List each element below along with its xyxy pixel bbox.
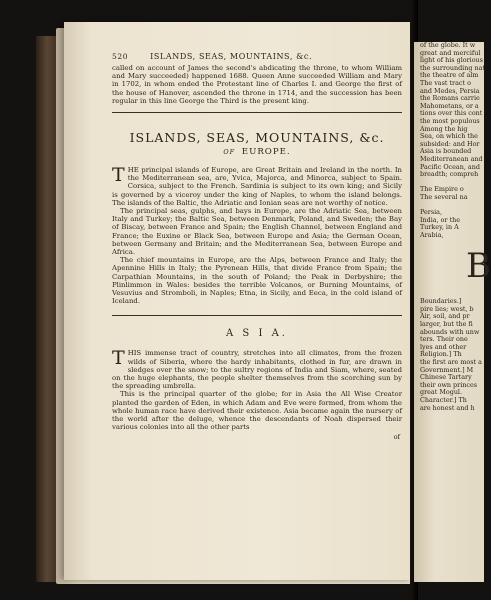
right-page-line: abounds with unw bbox=[420, 327, 480, 336]
europe-dropcap: T bbox=[112, 164, 125, 187]
right-page-line: the Romans carrie bbox=[420, 94, 480, 103]
europe-paragraph-1-text: HE principal islands of Europe, are Great Britain and Ireland in the north. In the Mediterranean sea, are, Yvica, Majorca, and Minorca, subject to Spain. Corsica, subject to the French. Sardinia is subject to its own king; and Sicily is governed by a viceroy under the king of Naples, to whom the island belongs. The islands of the Baltic, the Adriatic and Ionian seas are not worthy of notice. bbox=[112, 166, 402, 207]
intro-paragraph: called on account of James the second's abdicating the throne, to whom William and Mary succeeded) happened 1688. Queen Anne succeeded William and Mary in 1702, in whom ended the Protestant line of Charles I. and George the first of the house of Hanover, ascended the throne in 1714, and the succession has been regular in this line George the Third is the present king. bbox=[112, 64, 402, 105]
right-page-line: Asia is bounded bbox=[420, 147, 472, 156]
right-page-line: India, or the bbox=[420, 215, 461, 224]
europe-section-subtitle bbox=[112, 147, 402, 157]
right-page-line: great and merciful bbox=[420, 48, 481, 57]
right-page-line: The vast tract o bbox=[420, 78, 471, 87]
asia-dropcap: T bbox=[112, 347, 125, 370]
right-page-dropcap: B bbox=[466, 246, 491, 287]
right-page-line: the surrounding nat bbox=[420, 63, 485, 72]
right-page-line: Arabia, bbox=[420, 230, 444, 239]
europe-islands-paragraph bbox=[112, 166, 402, 207]
running-header bbox=[112, 52, 402, 61]
right-page-line: of the globe. It w bbox=[420, 41, 476, 49]
right-page-fragment bbox=[414, 41, 491, 582]
right-page-line: Mediterranean and bbox=[420, 154, 483, 163]
asia-paragraph-2: This is the principal quarter of the globe; for in Asia the All Wise Creator planted the garden of Eden, in which Adam and Eve were formed, from whom the whole human race have derived their existence. Asia became again the nursery of the world after the deluge, whence the descendants of Noah dispersed their various colonies into all the other parts bbox=[112, 390, 402, 432]
right-page-line: their own princes bbox=[420, 380, 478, 389]
running-head: ISLANDS, SEAS, MOUNTAINS, &c. bbox=[150, 52, 313, 61]
right-page-line: pire lies; west, b bbox=[420, 304, 474, 313]
europe-seas-paragraph: The principal seas, gulphs, and bays in Europe, are the Adriatic Sea, between Italy and Turkey; the Baltic Sea, between Denmark, Poland, and Sweden; the Bay of Biscay, between France and Spain; the English Channel, between England and France; the Euxine or Black Sea, between Europe and Asia; the German Ocean, between Germany and Britain; and the Mediterranean Sea, between Europe and Africa. bbox=[112, 207, 402, 257]
europe-mountains-paragraph: The chief mountains in Europe, are the Alps, between France and Italy; the Apennine Hills in Italy; the Pyrenean Hills, that divide France from Spain; the Carpathian Mountains, in the south of Poland; the Peak in Derbyshire; the Plinlimmon in Wales: besides the terrible Volcanos, or Burning Mountains, of Vesuvius and Stromboli, in Naples; Etna, in Sicily, and Eeca, in the cold island of Iceland. bbox=[112, 256, 402, 306]
asia-section-heading: A S I A. bbox=[226, 328, 288, 340]
right-page-line: Boundaries.] bbox=[420, 297, 462, 306]
right-page-line: lyes and other bbox=[420, 342, 467, 351]
right-page-line: Mahometans, or a bbox=[420, 101, 479, 110]
right-page-line: Government.] M bbox=[420, 365, 474, 374]
right-page-line: and Medes, Persia bbox=[420, 86, 480, 95]
right-page-line: Religion.] Th bbox=[420, 350, 462, 359]
section-divider-2 bbox=[112, 315, 402, 316]
right-page-line: larger, but the fi bbox=[420, 320, 473, 328]
right-page-line: tions over this cont bbox=[420, 109, 483, 118]
right-page-line: subsided: and Hor bbox=[420, 139, 480, 148]
catchword: of bbox=[393, 432, 400, 441]
europe-word: EUROPE. bbox=[241, 147, 291, 158]
asia-paragraph-1-text: HIS immense tract of country, stretches into all climates, from the frozen wilds of Siberia, where the hardy inhabitants, clothed in fur, are drawn in sledges over the snow; to the sultry regions of India and Siam, where, seated on the huge elephants, the people shelter themselves from the scorching sun by the spreading umbrella. bbox=[112, 349, 402, 391]
right-page-line: the most populous bbox=[420, 116, 480, 125]
right-page-line: Character.] Th bbox=[420, 395, 467, 404]
right-page-line: the theatre of alm bbox=[420, 71, 479, 80]
right-page-line: Turkey, in A bbox=[420, 223, 459, 232]
right-page-line: The Empire o bbox=[420, 185, 464, 194]
page-number: 520 bbox=[112, 52, 129, 61]
right-page-line: Persia, bbox=[420, 208, 443, 217]
right-page-line: Sea, on which the bbox=[420, 132, 478, 141]
section-divider bbox=[112, 112, 402, 113]
right-page-text bbox=[414, 41, 491, 412]
asia-paragraph-1 bbox=[112, 349, 402, 390]
right-page-line: Pacific Ocean, and bbox=[420, 162, 480, 171]
europe-section-title: ISLANDS, SEAS, MOUNTAINS, &c. bbox=[129, 130, 385, 146]
right-page-line: ters. Their one bbox=[420, 335, 468, 344]
right-page-line: are honest and h bbox=[420, 403, 475, 412]
right-page-line: the first are most a bbox=[420, 357, 482, 366]
right-page-line: Among the hig bbox=[420, 124, 468, 133]
page-content bbox=[112, 52, 402, 441]
right-page-line: Air, soil, and pr bbox=[420, 312, 470, 321]
right-page-line: Chinese Tartary bbox=[420, 373, 472, 382]
right-page-line: light of his glorious bbox=[420, 56, 483, 65]
left-page bbox=[64, 22, 412, 580]
of-word: OF bbox=[223, 148, 236, 157]
right-page-line: great Mogul. bbox=[420, 388, 463, 397]
right-page-line: The several na bbox=[420, 192, 468, 201]
right-page-line: breadth; compreh bbox=[420, 170, 479, 179]
